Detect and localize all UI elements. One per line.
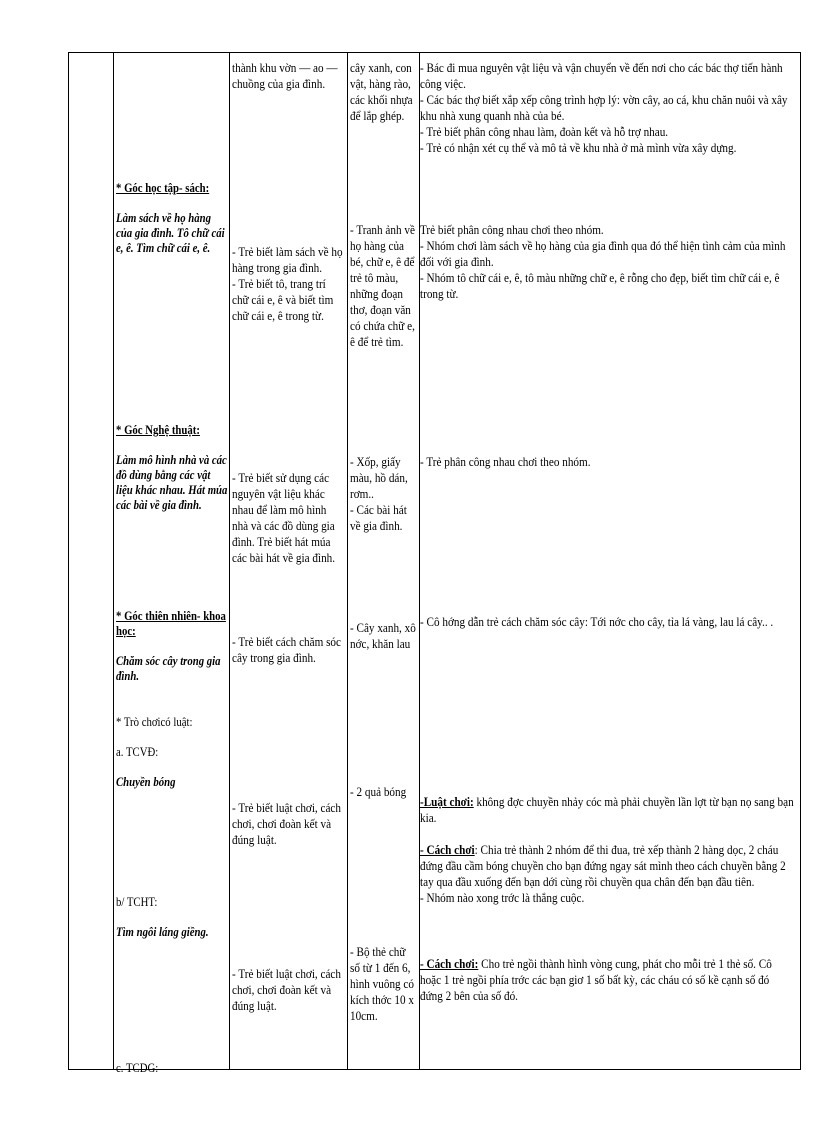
section-body: Làm mô hình nhà và các đồ dùng bằng các vật liệu khác nhau. Hát múa các bài về gia đình.	[116, 453, 228, 512]
how-to-play-text: : Chia trẻ thành 2 nhóm để thi đua, trẻ xếp thành 2 hàng dọc, 2 cháu đứng đầu cầm bóng chuyền cho bạn đứng ngay sát mình theo cách chuyền bằng 2 tay qua đầu xuống đến bạn dới cùng rồi chuyền qua chân đến bạn đầu tiên. - Nhóm nào xong trớc là thắng cuộc.	[420, 842, 786, 905]
section-nature-corner	[116, 594, 228, 699]
section-body: Chăm sóc cây trong gia đình.	[116, 654, 221, 683]
materials-4: - Cây xanh, xô nớc, khăn lau	[350, 620, 416, 651]
procedure-4: - Cô hớng dẫn trẻ cách chăm sóc cây: Tới nớc cho cây, tỉa lá vàng, lau lá cây.. .	[420, 614, 774, 629]
procedure-5	[420, 778, 794, 906]
objective-2: - Trẻ biết làm sách về họ hàng trong gia đình. - Trẻ biết tô, trang trí chữ cái e, ê và biết tìm chữ cái e, ê trong từ.	[232, 244, 343, 323]
procedure-1: - Bác đi mua nguyên vật liệu và vận chuyển về đến nơi cho các bác thợ tiến hành công việc. - Các bác thợ biết xắp xếp công trình hợp lý: vờn cây, ao cá, khu chăn nuôi và xây khu nhà xung quanh nhà của bé. - Trẻ biết phân công nhau làm, đoàn kết và hỗ trợ nhau. - Trẻ có nhận xét cụ thể và mô tả về khu nhà ở mà mình vừa xây dựng.	[420, 60, 788, 155]
section-game-b	[116, 880, 228, 955]
game-a-label: a. TCVĐ:	[116, 745, 159, 759]
column-divider-1	[113, 53, 114, 1069]
section-heading: * Góc Nghệ thuật:	[116, 423, 200, 437]
procedure-3: - Trẻ phân công nhau chơi theo nhóm.	[420, 454, 591, 469]
section-heading: * Góc thiên nhiên- khoa học:	[116, 609, 226, 638]
game-b-name: Tìm ngôi láng giềng.	[116, 925, 209, 939]
objective-5: - Trẻ biết luật chơi, cách chơi, chơi đoàn kết và đúng luật.	[232, 800, 341, 847]
materials-2: - Tranh ảnh về họ hàng của bé, chữ e, ê để trẻ tô màu, những đoạn thơ, đoạn văn có chứa chữ e, ê để trẻ tìm.	[350, 222, 415, 349]
section-game-c	[116, 1046, 228, 1091]
rule-text: không đợc chuyền nhảy cóc mà phải chuyền lần lợt từ bạn nọ sang bạn kia.	[420, 794, 794, 825]
objective-1: thành khu vờn — ao — chuồng của gia đình.	[232, 60, 338, 91]
procedure-6	[420, 940, 794, 1004]
section-book-corner	[116, 166, 228, 271]
column-divider-4	[419, 53, 420, 1069]
section-body: Làm sách về họ hàng của gia đình. Tô chữ cái e, ê. Tìm chữ cái e, ê.	[116, 211, 225, 255]
materials-5: - 2 quả bóng	[350, 784, 407, 799]
objective-4: - Trẻ biết cách chăm sóc cây trong gia đình.	[232, 634, 341, 665]
materials-3: - Xốp, giấy màu, hồ dán, rơm.. - Các bài hát về gia đình.	[350, 454, 408, 533]
game-a-name: Chuyền bóng	[116, 775, 176, 789]
game-b-label: b/ TCHT:	[116, 895, 158, 909]
column-divider-2	[229, 53, 230, 1069]
procedure-2: Trẻ biết phân công nhau chơi theo nhóm. - Nhóm chơi làm sách về họ hàng của gia đình qua đó thể hiện tình cảm của mình đối với gia đình. - Nhóm tô chữ cái e, ê, tô màu những chữ e, ê rỗng cho đẹp, biết tìm chữ cái e, ê trong từ.	[420, 222, 786, 301]
materials-1: cây xanh, con vật, hàng rào, các khối nhựa để lắp ghép.	[350, 60, 413, 123]
game-c-label: c. TCDG:	[116, 1061, 159, 1075]
rule-label: -Luật chơi:	[420, 794, 474, 809]
materials-6: - Bộ thẻ chữ số từ 1 đến 6, hình vuông có kích thớc 10 x 10cm.	[350, 944, 414, 1023]
objective-6: - Trẻ biết luật chơi, cách chơi, chơi đoàn kết và đúng luật.	[232, 966, 341, 1013]
section-heading: * Góc học tập- sách:	[116, 181, 210, 195]
section-heading: * Trò chơicó luật:	[116, 715, 193, 729]
column-divider-3	[347, 53, 348, 1069]
how-to-play-label: - Cách chơi:	[420, 956, 479, 971]
how-to-play-text: Cho trẻ ngồi thành hình vòng cung, phát cho mỗi trẻ 1 thẻ số. Cô hoặc 1 trẻ ngồi phía trớc các bạn giơ 1 số bất kỳ, các cháu có số kề cạnh số đó đứng 2 bên của số đó.	[420, 956, 772, 1003]
objective-3: - Trẻ biết sử dụng các nguyên vật liệu khác nhau để làm mô hình nhà và các đồ dùng gia đình. Trẻ biết hát múa các bài hát về gia đình.	[232, 470, 336, 565]
section-art-corner	[116, 408, 228, 528]
how-to-play-label: - Cách chơi	[420, 842, 475, 857]
section-rule-games	[116, 700, 228, 805]
